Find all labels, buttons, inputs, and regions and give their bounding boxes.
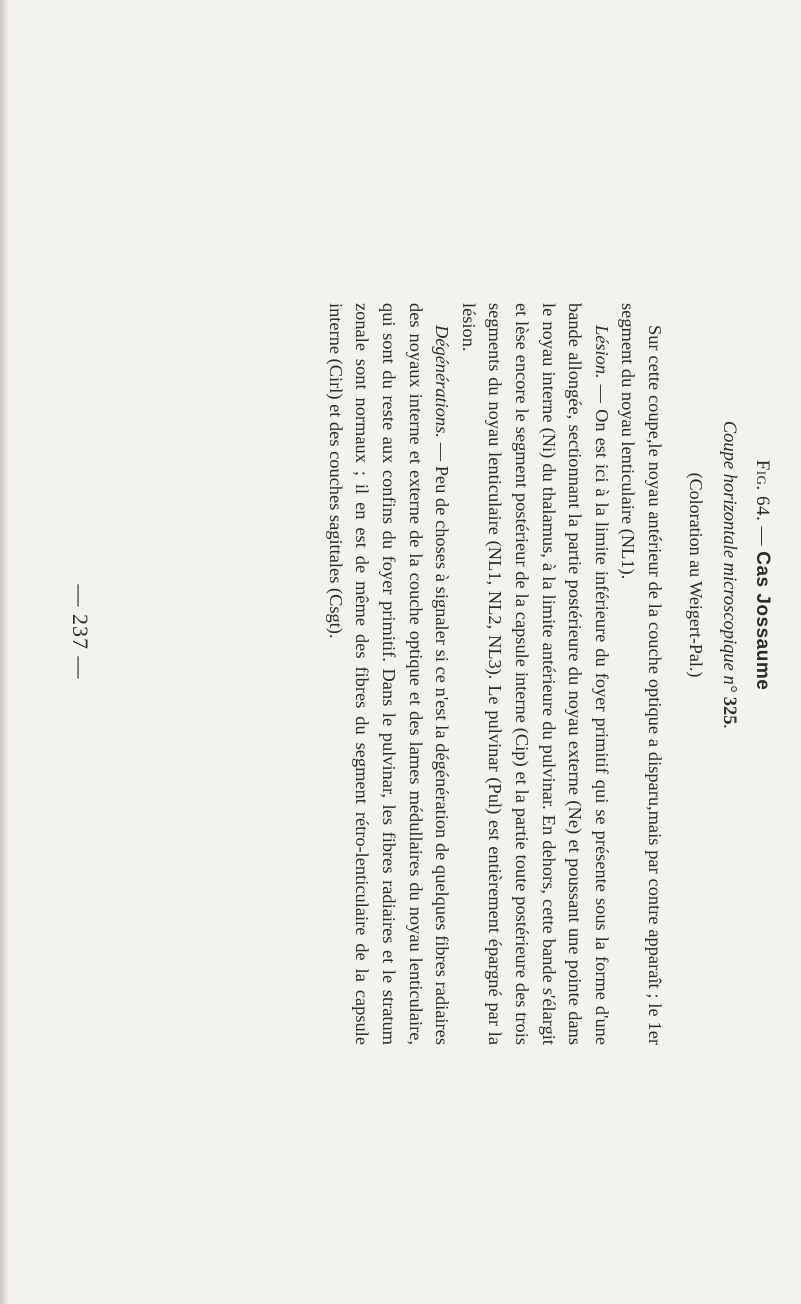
section-number: 325 [719,696,739,725]
paragraph-intro [615,303,668,1045]
figure-title: Cas Jossaume [752,551,773,691]
paragraph-lesion [455,303,615,1045]
body-text [322,303,668,1045]
figure-subtitle: Coupe horizontale microscopique n° 325. [719,420,739,730]
paragraph-lede: Lésion. [591,325,612,379]
page-number: — 237 — [68,584,93,680]
paragraph-text: — Peu de choses à signaler si ce n'est la dégénération de quelques fibres radiaires des noyaux interne et externe de la couche optique et des lames médullaires du noyau lenticulaire, qui sont du reste aux confins du foyer primitif. Dans le pulvinar, les fibres radiaires et le stratum zonale sont normaux ; il en est de même des fibres du segment rétro-lenticulaire de la capsule interne (Cirl) et des couches sagittales (Csgt). [325,303,453,1045]
paragraph-text: — On est ici à la limite inférieure du foyer primitif qui se présente sous la forme d'une bande allongée, sectionnant la partie postérieure du noyau externe (Ne) et poussant une pointe dans le noyau interne (Ni) du thalamus, à la limite antérieure du pulvinar. En dehors, cette bande s'élargit et lèse encore le segment postérieur de la capsule interne (Cip) et la partie toute postérieure des trois segments du noyau lenticulaire (NL1, NL2, NL3). Le pulvinar (Pul) est entièrement épargné par la lésion. [458,303,612,1045]
staining-note: (Coloration au Weigert-Pal.) [686,472,706,678]
figure-label: Fig. 64. [752,459,773,522]
figure-caption [751,330,773,820]
paragraph-text: Sur cette coupe,le noyau antérieur de la couche optique a disparu,mais par contre apparaît ; le 1er segment du noyau lenticulaire (NL1). [618,303,665,1045]
figure-separator: — [752,526,773,546]
paragraph-degenerations [322,303,455,1045]
subtitle-text: Coupe horizontale microscopique n° [719,420,739,693]
paragraph-lede: Dégénérations. [432,325,453,438]
